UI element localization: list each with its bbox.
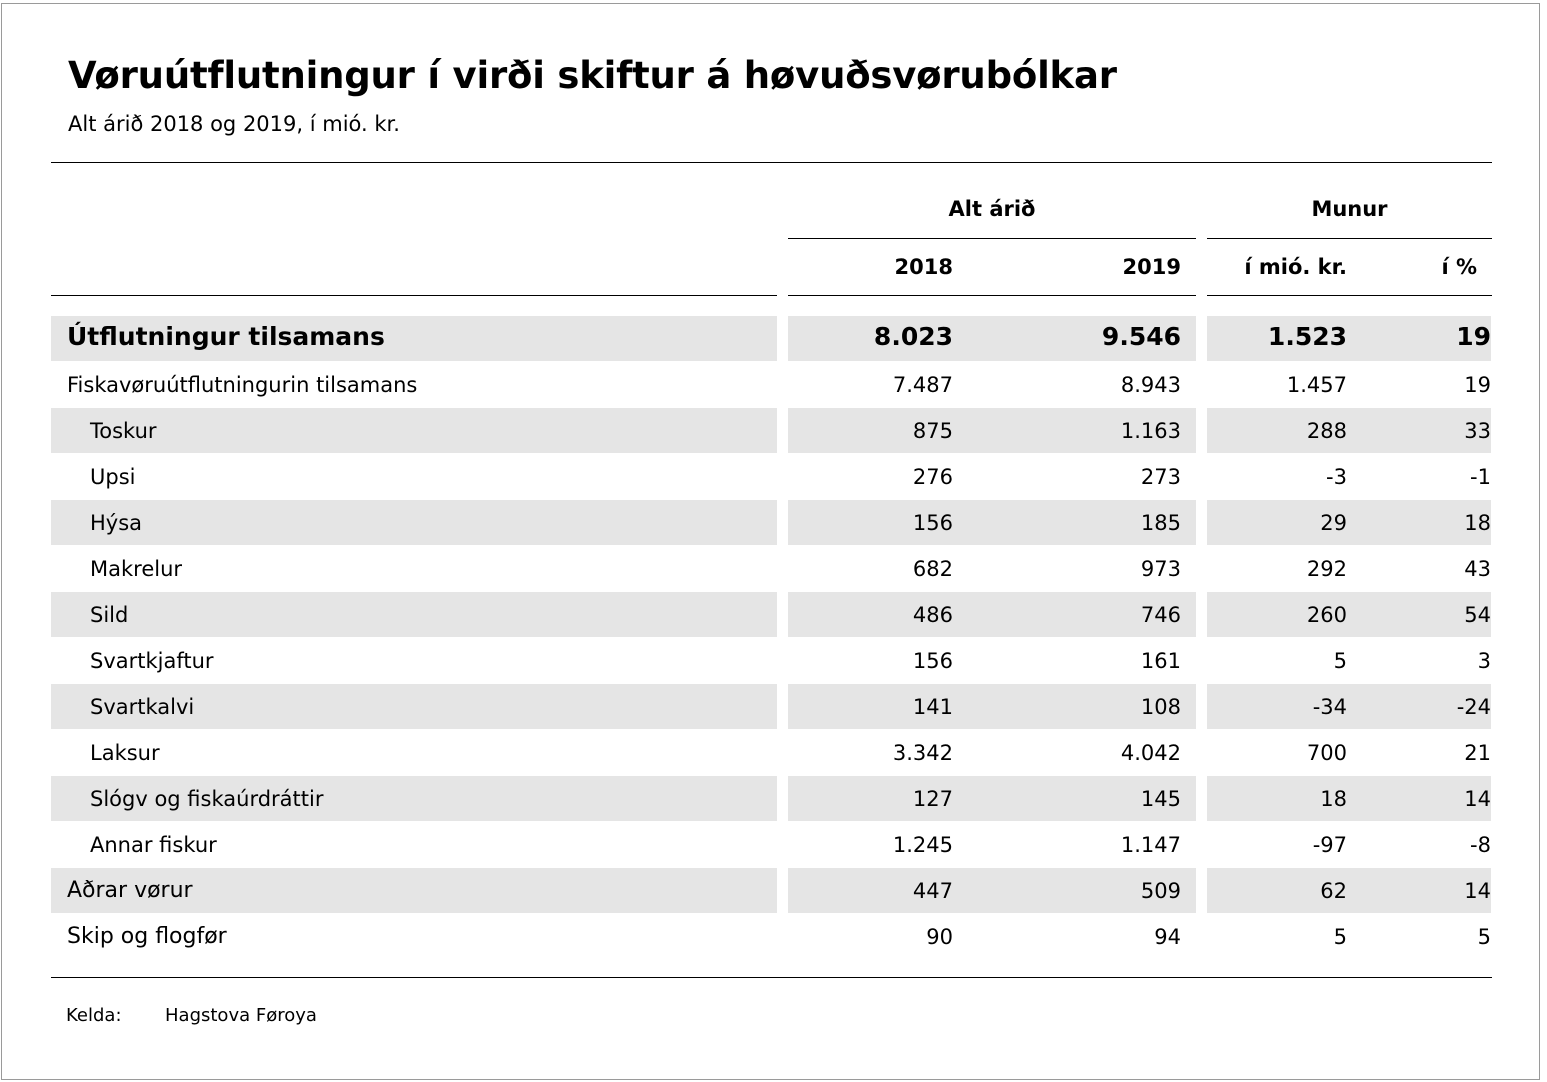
row-shading	[51, 500, 777, 545]
row-label: Makrelur	[90, 557, 183, 581]
cell-2018: 447	[912, 879, 953, 903]
cell-2018: 3.342	[892, 741, 953, 765]
cell-diff-mio: 1.523	[1267, 322, 1347, 351]
bottom-rule	[51, 977, 1492, 978]
cell-2018: 7.487	[892, 373, 953, 397]
header-group-alt-arid: Alt árið	[948, 197, 1036, 221]
row-label: Skip og flogfør	[67, 924, 227, 949]
row-label: Sild	[90, 603, 129, 627]
cell-2018: 276	[912, 465, 953, 489]
row-label: Toskur	[90, 419, 157, 443]
page-subtitle: Alt árið 2018 og 2019, í mió. kr.	[68, 112, 400, 136]
header-group-munur: Munur	[1311, 197, 1388, 221]
cell-2019: 1.147	[1120, 833, 1181, 857]
header-group-rule-alt	[788, 238, 1196, 239]
row-shading	[788, 500, 1196, 545]
cell-2019: 273	[1140, 465, 1181, 489]
row-shading	[51, 592, 777, 637]
cell-2018: 8.023	[873, 322, 953, 351]
header-group-rule-munur	[1207, 238, 1492, 239]
cell-2019: 509	[1140, 879, 1181, 903]
row-shading	[1207, 316, 1491, 361]
cell-diff-mio: 288	[1306, 419, 1347, 443]
cell-2018: 156	[912, 511, 953, 535]
row-label: Hýsa	[90, 511, 143, 535]
header-rule-alt	[788, 295, 1196, 296]
cell-diff-pct: 33	[1464, 419, 1491, 443]
cell-diff-pct: -24	[1456, 695, 1491, 719]
header-rule-label	[51, 295, 777, 296]
cell-2018: 127	[912, 787, 953, 811]
row-label: Svartkjaftur	[90, 649, 214, 673]
cell-2018: 1.245	[892, 833, 953, 857]
cell-2019: 746	[1140, 603, 1181, 627]
cell-diff-mio: 5	[1333, 649, 1347, 673]
row-shading	[788, 592, 1196, 637]
header-rule-munur	[1207, 295, 1492, 296]
cell-2019: 1.163	[1120, 419, 1181, 443]
row-shading	[1207, 500, 1491, 545]
cell-diff-mio: 260	[1306, 603, 1347, 627]
row-label: Útflutningur tilsamans	[67, 322, 385, 351]
row-shading	[1207, 776, 1491, 821]
header-col-pct: í %	[1441, 255, 1477, 279]
cell-2019: 9.546	[1101, 322, 1181, 351]
source-label: Kelda:	[66, 1005, 122, 1026]
cell-diff-pct: 19	[1456, 322, 1491, 351]
source-value: Hagstova Føroya	[165, 1005, 317, 1026]
cell-diff-pct: 19	[1464, 373, 1491, 397]
cell-diff-mio: 18	[1320, 787, 1347, 811]
row-shading	[1207, 408, 1491, 453]
row-shading	[788, 776, 1196, 821]
cell-diff-pct: 43	[1464, 557, 1491, 581]
cell-diff-pct: 14	[1464, 787, 1491, 811]
cell-2018: 875	[912, 419, 953, 443]
cell-diff-pct: -1	[1470, 465, 1491, 489]
cell-2019: 108	[1140, 695, 1181, 719]
row-shading	[788, 868, 1196, 913]
row-shading	[788, 684, 1196, 729]
row-shading	[1207, 868, 1491, 913]
cell-2018: 90	[926, 925, 953, 949]
cell-2018: 141	[912, 695, 953, 719]
cell-diff-mio: 29	[1320, 511, 1347, 535]
cell-diff-pct: 54	[1464, 603, 1491, 627]
header-col-mio: í mió. kr.	[1244, 255, 1347, 279]
row-shading	[51, 408, 777, 453]
cell-2018: 156	[912, 649, 953, 673]
top-rule	[51, 162, 1492, 163]
cell-diff-pct: 21	[1464, 741, 1491, 765]
cell-diff-mio: 292	[1306, 557, 1347, 581]
cell-diff-mio: 700	[1306, 741, 1347, 765]
cell-diff-mio: -97	[1312, 833, 1347, 857]
cell-diff-pct: -8	[1470, 833, 1491, 857]
row-label: Svartkalvi	[90, 695, 195, 719]
row-label: Aðrar vørur	[67, 878, 193, 903]
cell-diff-pct: 14	[1464, 879, 1491, 903]
cell-2019: 161	[1140, 649, 1181, 673]
header-col-2019: 2019	[1122, 255, 1181, 279]
cell-2019: 973	[1140, 557, 1181, 581]
header-col-2018: 2018	[894, 255, 953, 279]
row-shading	[1207, 592, 1491, 637]
row-shading	[1207, 684, 1491, 729]
row-label: Slógv og fiskaúrdráttir	[90, 787, 324, 811]
cell-2019: 4.042	[1120, 741, 1181, 765]
cell-diff-pct: 3	[1477, 649, 1491, 673]
cell-diff-mio: 5	[1333, 925, 1347, 949]
cell-2018: 486	[912, 603, 953, 627]
cell-diff-mio: -3	[1326, 465, 1347, 489]
cell-diff-pct: 5	[1477, 925, 1491, 949]
cell-2019: 94	[1154, 925, 1181, 949]
cell-2019: 185	[1140, 511, 1181, 535]
row-label: Annar fiskur	[90, 833, 217, 857]
cell-diff-mio: 1.457	[1286, 373, 1347, 397]
cell-2018: 682	[912, 557, 953, 581]
cell-2019: 145	[1140, 787, 1181, 811]
cell-diff-mio: 62	[1320, 879, 1347, 903]
row-label: Fiskavøruútflutningurin tilsamans	[67, 373, 418, 397]
page-title: Vøruútflutningur í virði skiftur á høvuðsvørubólkar	[68, 54, 1117, 97]
row-label: Laksur	[90, 741, 160, 765]
cell-2019: 8.943	[1120, 373, 1181, 397]
row-label: Upsi	[90, 465, 136, 489]
cell-diff-pct: 18	[1464, 511, 1491, 535]
cell-diff-mio: -34	[1312, 695, 1347, 719]
